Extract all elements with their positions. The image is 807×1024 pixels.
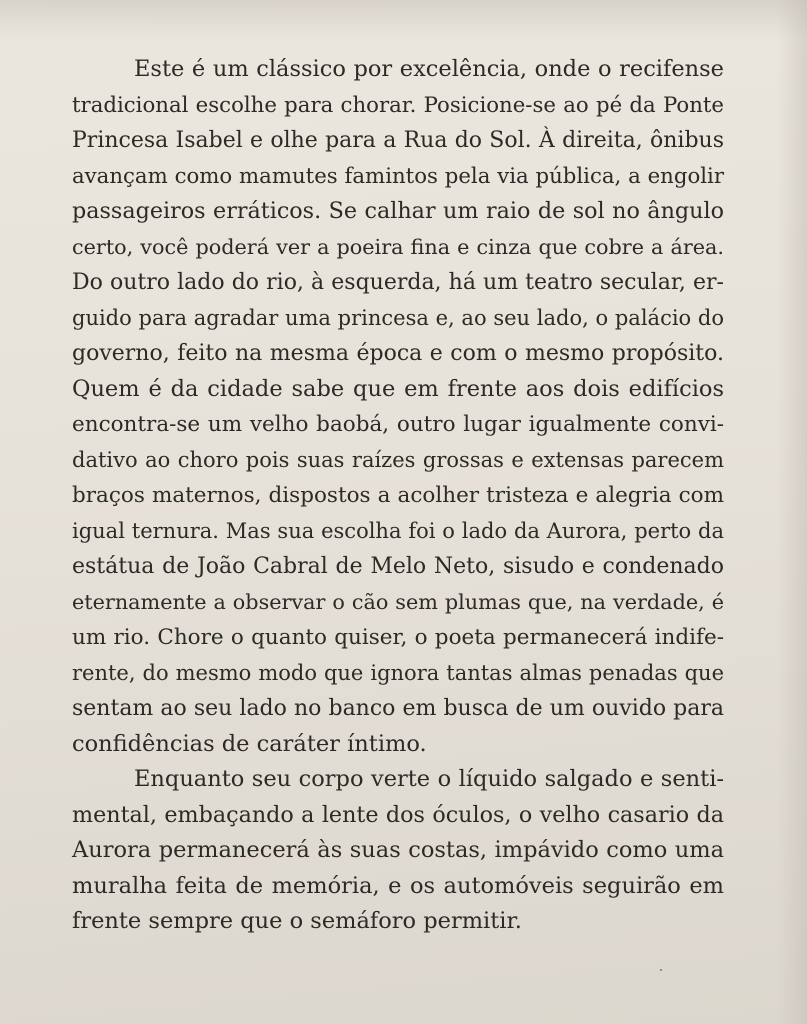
- paper-speck: [660, 969, 662, 971]
- text-line: sentam ao seu lado no banco em busca de um ouvido para: [72, 696, 724, 721]
- text-line: avançam como mamutes famintos pela via pública, a engolir: [72, 163, 724, 189]
- page-top-shadow: [0, 0, 807, 40]
- text-line: dativo ao choro pois suas raízes grossas e extensas parecem: [72, 447, 724, 472]
- text-line: encontra-se um velho baobá, outro lugar igualmente convi-: [72, 412, 724, 437]
- text-line: guido para agradar uma princesa e, ao seu lado, o palácio do: [72, 305, 724, 330]
- text-line: rente, do mesmo modo que ignora tantas almas penadas que: [72, 660, 724, 685]
- text-line: governo, feito na mesma época e com o mesmo propósito.: [72, 341, 724, 366]
- body-text: [72, 52, 724, 940]
- text-line: eternamente a observar o cão sem plumas que, na verdade, é: [72, 589, 724, 614]
- text-line: Princesa Isabel e olhe para a Rua do Sol. À direita, ônibus: [72, 128, 724, 153]
- text-line: tradicional escolhe para chorar. Posicione-se ao pé da Ponte: [72, 92, 724, 118]
- text-line: Do outro lado do rio, à esquerda, há um teatro secular, er-: [72, 270, 724, 295]
- text-line: Este é um clássico por excelência, onde o recifense: [134, 56, 724, 82]
- page-right-shadow: [777, 0, 807, 1024]
- text-line: mental, embaçando a lente dos óculos, o velho casario da: [72, 801, 724, 828]
- text-line: muralha feita de memória, e os automóveis seguirão em: [72, 872, 724, 899]
- text-line: Aurora permanecerá às suas costas, impávido como uma: [72, 837, 724, 863]
- text-line: frente sempre que o semáforo permitir.: [72, 908, 522, 934]
- text-line: Quem é da cidade sabe que em frente aos dois edifícios: [72, 375, 724, 402]
- text-line: certo, você poderá ver a poeira fina e cinza que cobre a área.: [72, 234, 724, 259]
- paragraph-2: [72, 762, 724, 940]
- text-line: um rio. Chore o quanto quiser, o poeta permanecerá indife-: [72, 625, 724, 650]
- text-line: confidências de caráter íntimo.: [72, 730, 427, 757]
- text-line: estátua de João Cabral de Melo Neto, sisudo e condenado: [72, 554, 724, 579]
- text-line: passageiros erráticos. Se calhar um raio de sol no ângulo: [72, 198, 724, 224]
- text-line: braços maternos, dispostos a acolher tristeza e alegria com: [72, 483, 724, 508]
- text-line: Enquanto seu corpo verte o líquido salgado e senti-: [134, 766, 724, 792]
- text-line: igual ternura. Mas sua escolha foi o lado da Aurora, perto da: [72, 518, 724, 543]
- paragraph-1: [72, 52, 724, 762]
